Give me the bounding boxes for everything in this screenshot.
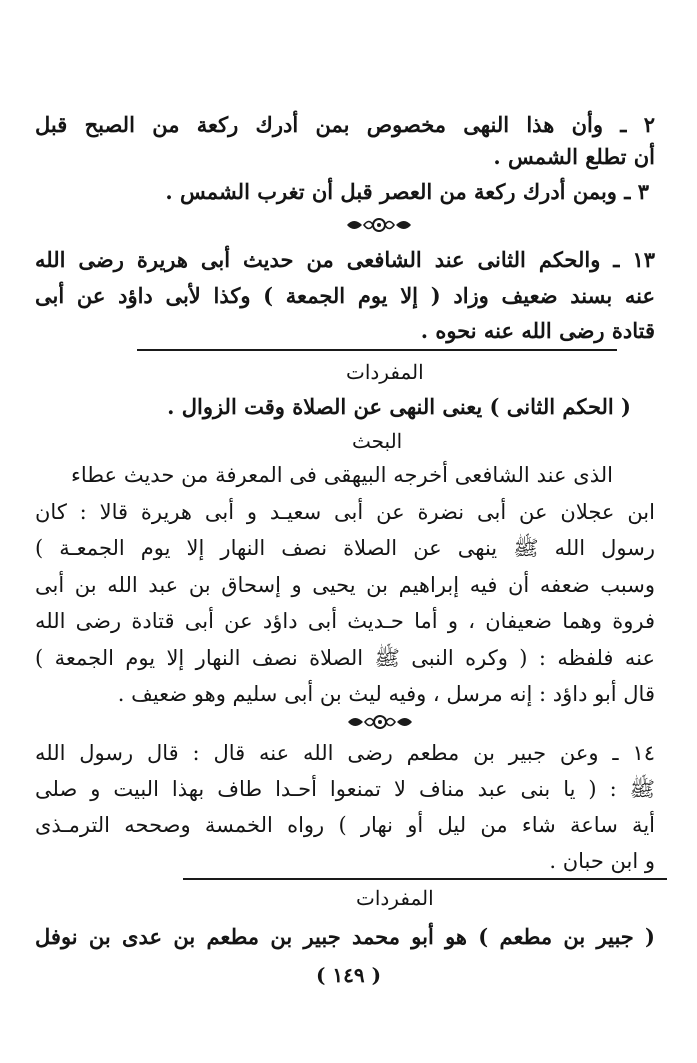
text-line: ( الحكم الثانى ) يعنى النهى عن الصلاة وقت الزوال . — [167, 394, 631, 419]
text-line: الذى عند الشافعى أخرجه البيهقى فى المعرفة من حديث عطاء — [71, 463, 613, 487]
text-line: رسول الله ﷺ ينهى عن الصلاة نصف النهار إلا يوم الجمعـة ) — [35, 536, 655, 560]
text-line: ١٤ ـ وعن جبير بن مطعم رضى الله عنه قال : قال رسول الله — [35, 741, 655, 765]
text-line: قتادة رضى الله عنه نحوه . — [420, 318, 655, 343]
text-line: ١٣ ـ والحكم الثانى عند الشافعى من حديث أبى هريرة رضى الله — [35, 247, 655, 272]
section-heading: المفردات — [346, 360, 424, 384]
text-line: فروة وهما ضعيفان ، و أما حـديث أبى داؤد عن أبى قتادة رضى الله — [35, 609, 655, 633]
ornament-divider-icon — [344, 214, 414, 236]
text-line: وسبب ضعفه أن فيه إبراهيم بن يحيى و إسحاق بن عبد الله بن أبى — [35, 573, 655, 597]
text-line: ( جبير بن مطعم ) هو أبو محمد جبير بن مطعم بن عدى بن نوفل — [35, 924, 655, 949]
text-line: عنه بسند ضعيف وزاد ( إلا يوم الجمعة ) وكذا لأبى داؤد عن أبى — [35, 283, 655, 308]
text-line: عنه فلفظه : ( وكره النبى ﷺ الصلاة نصف النهار إلا يوم الجمعة ) — [35, 646, 655, 670]
ornament-divider-icon — [345, 711, 415, 733]
section-heading: البحث — [352, 429, 403, 453]
page-number: ( ١٤٩ ) — [315, 963, 382, 987]
text-line: ابن عجلان عن أبى نضرة عن أبى سعيـد و أبى هريرة قالا : كان — [35, 500, 655, 524]
section-divider — [137, 349, 617, 351]
text-line: أية ساعة شاء من ليل أو نهار ) رواه الخمسة وصححه الترمـذى — [35, 813, 655, 837]
text-line: و ابن حبان . — [549, 849, 655, 873]
section-divider — [183, 878, 667, 880]
text-line: ٢ ـ وأن هذا النهى مخصوص بمن أدرك ركعة من الصبح قبل — [35, 112, 655, 137]
text-line: قال أبو داؤد : إنه مرسل ، وفيه ليث بن أبى سليم وهو ضعيف . — [117, 682, 655, 706]
text-line: ٣ ـ وبمن أدرك ركعة من العصر قبل أن تغرب الشمس . — [165, 179, 649, 204]
text-line: ﷺ : ( يا بنى عبد مناف لا تمنعوا أحـدا طاف بهذا البيت و صلى — [35, 777, 655, 801]
text-line: أن تطلع الشمس . — [493, 144, 655, 169]
section-heading: المفردات — [356, 886, 434, 910]
